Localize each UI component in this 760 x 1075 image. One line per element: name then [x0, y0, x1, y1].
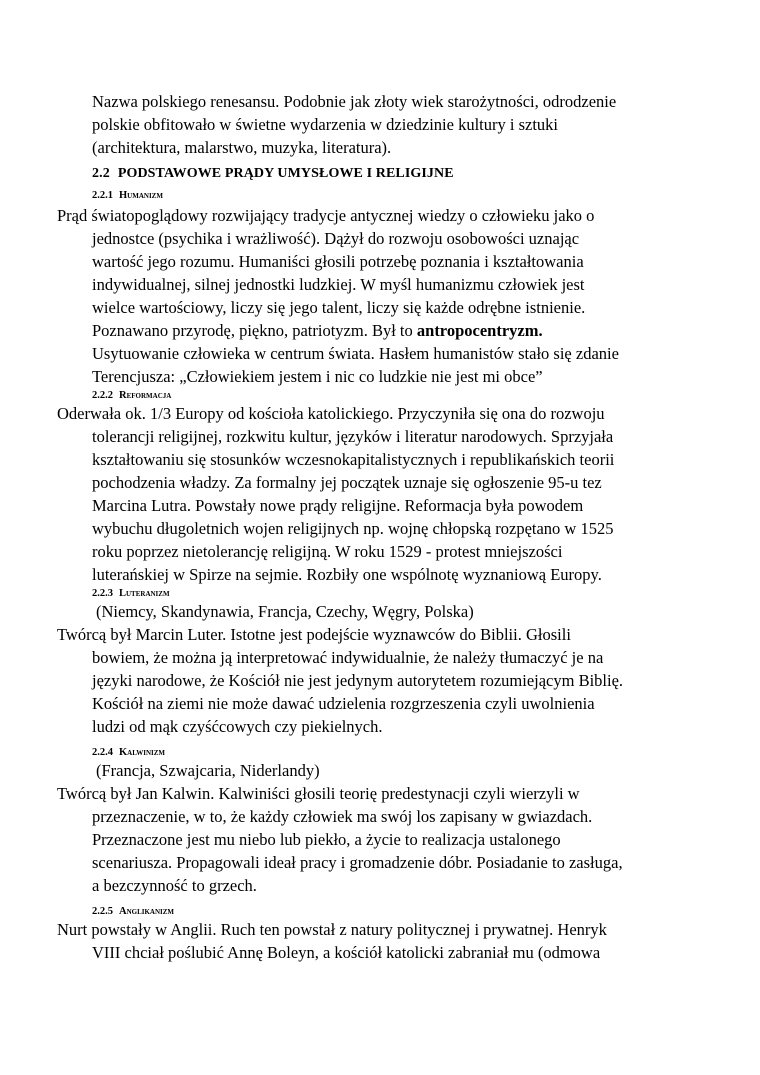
subsection-title: Humanizm	[119, 190, 163, 201]
intro-paragraph	[92, 90, 692, 159]
paragraph-line: a bezczynność to grzech.	[92, 876, 257, 895]
paragraph-line: Terencjusza: „Człowiekiem jestem i nic co ludzkie nie jest mi obce”	[92, 367, 543, 386]
paragraph-line: scenariusza. Propagowali ideał pracy i gromadzenie dóbr. Posiadanie to zasługa,	[92, 853, 623, 872]
paragraph-line: Twórcą był Marcin Luter. Istotne jest podejście wyznawców do Biblii. Głosili	[57, 625, 571, 644]
paragraph-line: jednostce (psychika i wrażliwość). Dążył do rozwoju osobowości uznając	[92, 229, 580, 248]
paragraph-line: wybuchu długoletnich wojen religijnych np. wojnę chłopską rozpętano w 1525	[92, 519, 614, 538]
paragraph-line: kształtowaniu się stosunków wczesnokapitalistycznych i republikańskich teorii	[92, 450, 615, 469]
paragraph-line: wartość jego rozumu. Humaniści głosili potrzebę poznania i kształtowania	[92, 252, 584, 271]
paragraph-line: Nurt powstały w Anglii. Ruch ten powstał z natury politycznej i prywatnej. Henryk	[57, 920, 607, 939]
paragraph-line: bowiem, że można ją interpretować indywidualnie, że należy tłumaczyć je na	[92, 648, 604, 667]
subsection-heading-humanizm	[92, 190, 163, 201]
paragraph-line: Kościół na ziemi nie może dawać udzielenia rozgrzeszenia czyli uwolnienia	[92, 694, 595, 713]
paragraph-line: Usytuowanie człowieka w centrum świata. Hasłem humanistów stało się zdanie	[92, 344, 619, 363]
paragraph-line: Marcina Lutra. Powstały nowe prądy religijne. Reformacja była powodem	[92, 496, 584, 515]
subsection-title: Anglikanizm	[119, 906, 175, 917]
paragraph-kalwinizm	[57, 782, 707, 897]
paragraph-luteranizm	[57, 623, 707, 738]
countries-luteranizm: (Niemcy, Skandynawia, Francja, Czechy, Węgry, Polska)	[96, 602, 474, 621]
subsection-title: Reformacja	[119, 390, 172, 401]
section-title: PODSTAWOWE PRĄDY UMYSŁOWE I RELIGIJNE	[117, 166, 454, 181]
paragraph-line: pochodzenia władzy. Za formalny jej początek uznaje się ogłoszenie 95-u tez	[92, 473, 602, 492]
paragraph-anglikanizm	[57, 918, 707, 964]
subsection-number: 2.2.5	[92, 906, 113, 917]
subsection-title: Luteranizm	[119, 588, 170, 599]
paragraph-humanizm	[57, 204, 707, 388]
subsection-number: 2.2.4	[92, 747, 113, 758]
paragraph-line: wielce wartościowy, liczy się jego talent, liczy się każde odrębne istnienie.	[92, 298, 586, 317]
subsection-title: Kalwinizm	[119, 747, 166, 758]
paragraph-line: Oderwała ok. 1/3 Europy od kościoła katolickiego. Przyczyniła się ona do rozwoju	[57, 404, 605, 423]
subsection-heading-luteranizm	[92, 588, 170, 599]
subsection-heading-kalwinizm	[92, 747, 165, 758]
paragraph-line: przeznaczenie, w to, że każdy człowiek ma swój los zapisany w gwiazdach.	[92, 807, 593, 826]
paragraph-line: Twórcą był Jan Kalwin. Kalwiniści głosili teorię predestynacji czyli wierzyli w	[57, 784, 580, 803]
subsection-number: 2.2.2	[92, 390, 113, 401]
paragraph-line: języki narodowe, że Kościół nie jest jedynym autorytetem rozumiejącym Biblię.	[92, 671, 624, 690]
paragraph-line: ludzi od mąk czyśćcowych czy piekielnych.	[92, 717, 383, 736]
intro-line: Nazwa polskiego renesansu. Podobnie jak złoty wiek starożytności, odrodzenie	[92, 92, 617, 111]
intro-line: polskie obfitowało w świetne wydarzenia w dziedzinie kultury i sztuki	[92, 115, 559, 134]
intro-line: (architektura, malarstwo, muzyka, literatura).	[92, 138, 392, 157]
subsection-number: 2.2.3	[92, 588, 113, 599]
paragraph-line: luterańskiej w Spirze na sejmie. Rozbiły one wspólnotę wyznaniową Europy.	[92, 565, 602, 584]
paragraph-line: Prąd światopoglądowy rozwijający tradycje antycznej wiedzy o człowieku jako o	[57, 206, 595, 225]
section-number: 2.2	[92, 166, 110, 181]
subsection-heading-anglikanizm	[92, 906, 174, 917]
paragraph-line: tolerancji religijnej, rozkwitu kultur, języków i literatur narodowych. Sprzyjała	[92, 427, 614, 446]
paragraph-line: roku poprzez nietolerancję religijną. W roku 1529 - protest mniejszości	[92, 542, 563, 561]
section-heading	[92, 166, 454, 182]
paragraph-reformacja	[57, 402, 707, 586]
countries-kalwinizm: (Francja, Szwajcaria, Niderlandy)	[96, 761, 320, 780]
subsection-number: 2.2.1	[92, 190, 113, 201]
paragraph-text: Poznawano przyrodę, piękno, patriotyzm. Był to	[92, 321, 417, 340]
paragraph-line: indywidualnej, silnej jednostki ludzkiej. W myśl humanizmu człowiek jest	[92, 275, 585, 294]
paragraph-line: VIII chciał poślubić Annę Boleyn, a kościół katolicki zabraniał mu (odmowa	[92, 943, 601, 962]
paragraph-line	[57, 319, 707, 342]
paragraph-line: Przeznaczone jest mu niebo lub piekło, a życie to realizacja ustalonego	[92, 830, 561, 849]
bold-term: antropocentryzm.	[416, 321, 543, 340]
subsection-heading-reformacja	[92, 390, 171, 401]
